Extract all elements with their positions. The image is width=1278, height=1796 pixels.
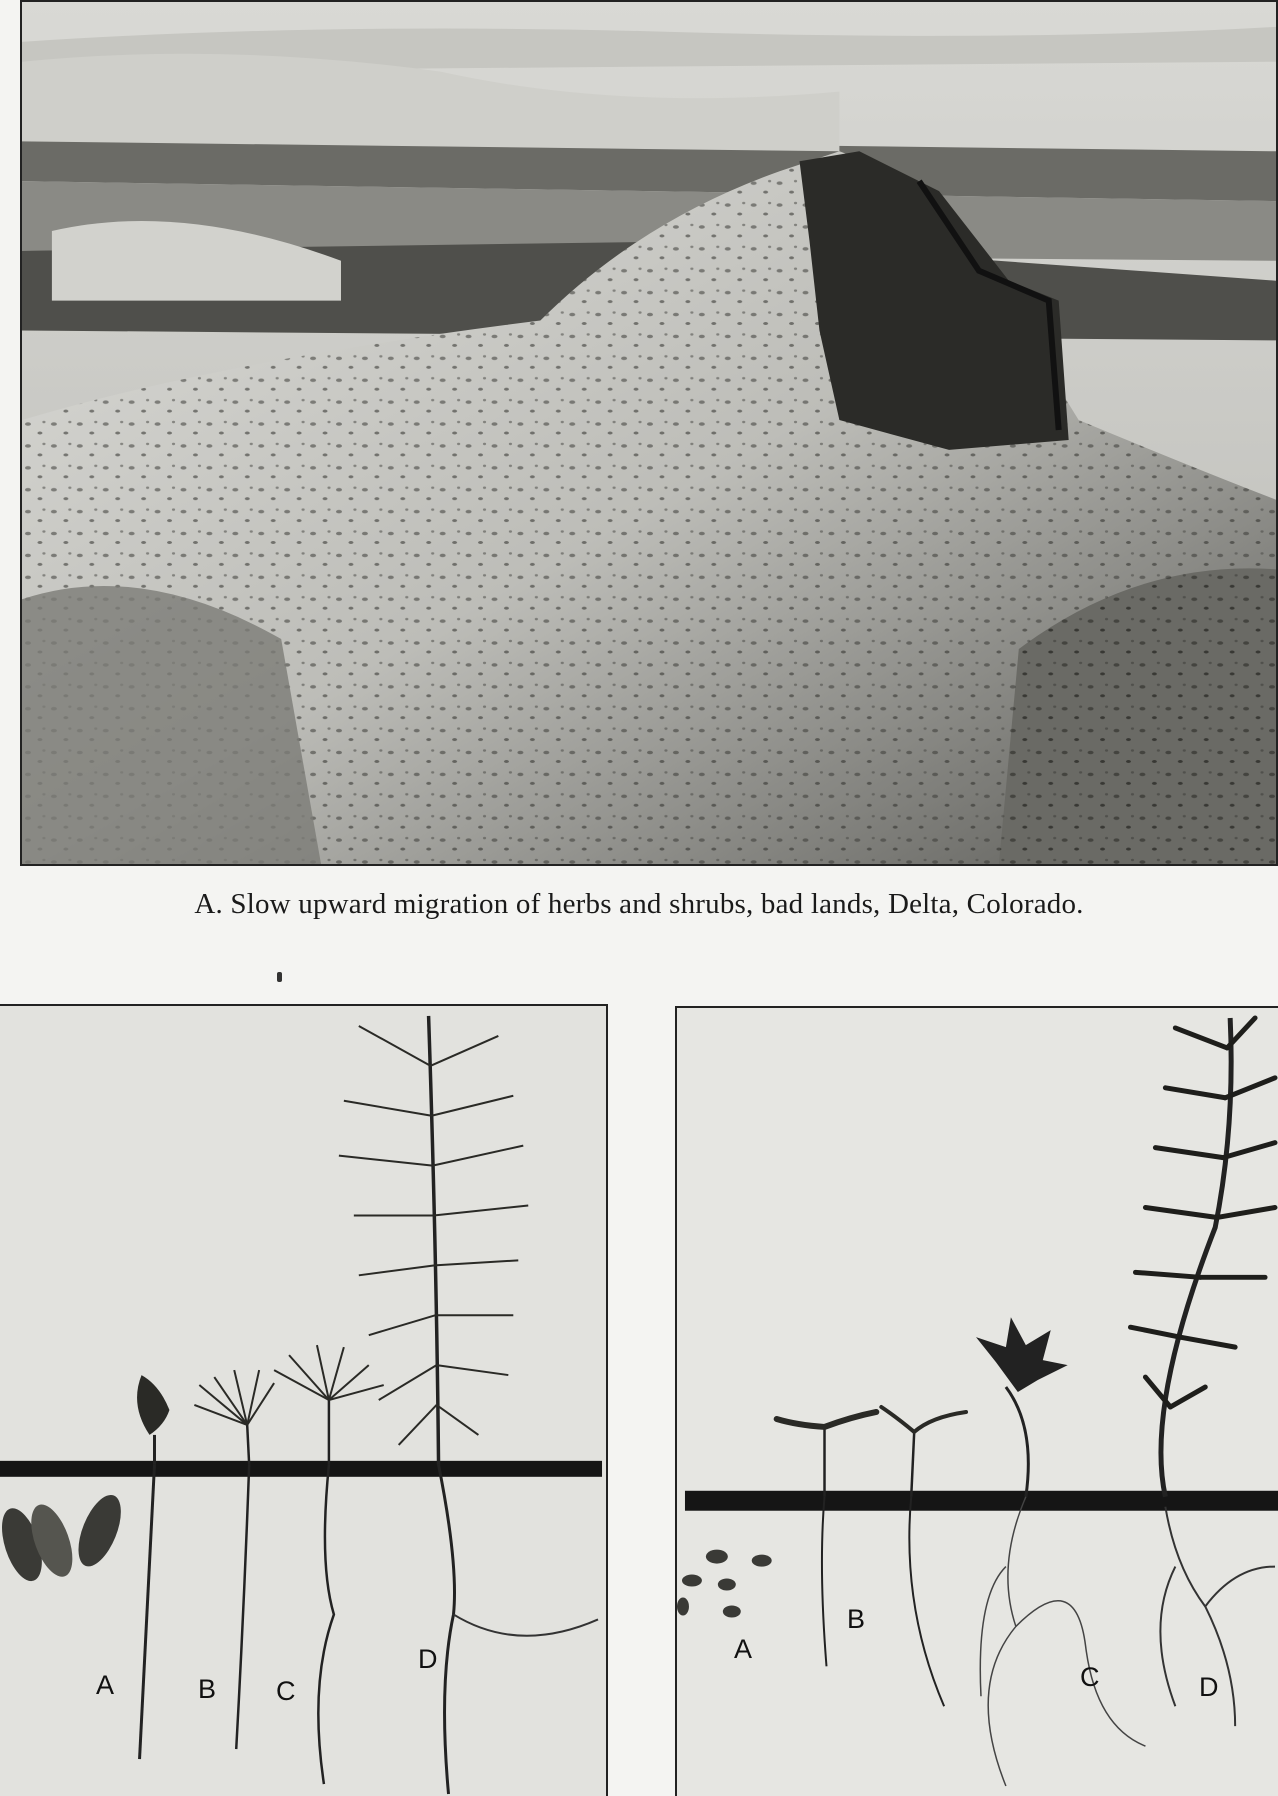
seedling-label-d: D: [418, 1644, 438, 1674]
seedling-label-c: C: [276, 1676, 296, 1706]
badlands-landscape-photo: [20, 0, 1278, 866]
seedling-label-a: A: [734, 1634, 753, 1664]
seedling-label-b: B: [847, 1604, 866, 1634]
caption-top: A. Slow upward migration of herbs and shrubs, bad lands, Delta, Colorado.: [194, 888, 1084, 920]
seedling-label-d: D: [1199, 1672, 1219, 1702]
fir-seedlings-illustration: [677, 1008, 1278, 1796]
seedling-label-c: C: [1080, 1662, 1100, 1692]
pine-seedlings-photo: [0, 1004, 608, 1796]
pine-seedlings-illustration: [0, 1006, 606, 1796]
print-speck: [277, 972, 282, 982]
seedling-label-b: B: [198, 1674, 217, 1704]
landscape-illustration: [22, 2, 1276, 864]
seedling-label-a: A: [96, 1670, 115, 1700]
fir-seedlings-photo: [675, 1006, 1278, 1796]
